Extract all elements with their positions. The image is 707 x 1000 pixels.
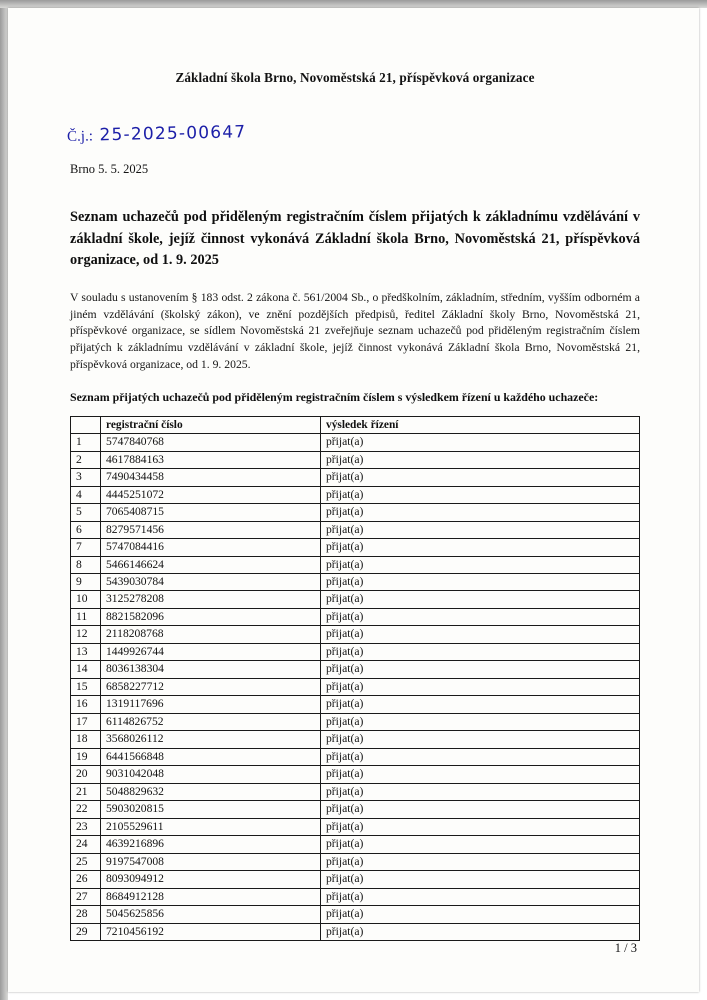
page-number: 1 / 3 [614, 941, 637, 955]
table-row [71, 643, 640, 660]
table-cell-index: 19 [71, 748, 101, 765]
table-row [71, 504, 640, 521]
table-cell-index: 10 [71, 591, 101, 608]
table-cell-registration-number: 5903020815 [101, 801, 321, 818]
table-body [71, 434, 640, 941]
table-cell-index: 3 [71, 469, 101, 486]
table-cell-registration-number: 7490434458 [101, 469, 321, 486]
page-title: Seznam uchazečů pod přiděleným registračním číslem přijatých k základnímu vzdělávání v základní škole, jejíž činnost vykonává Základní škola Brno, Novoměstská 21, příspěvková organizace, od 1. 9. 2025 [70, 209, 640, 269]
table-cell-index: 21 [71, 783, 101, 800]
table-cell-result: přijat(a) [321, 556, 640, 573]
table-cell-result: přijat(a) [321, 836, 640, 853]
table-cell-index: 23 [71, 818, 101, 835]
table-cell-registration-number: 8036138304 [101, 661, 321, 678]
table-row [71, 731, 640, 748]
table-cell-result: přijat(a) [321, 783, 640, 800]
table-cell-index: 18 [71, 731, 101, 748]
table-cell-registration-number: 5439030784 [101, 573, 321, 590]
table-cell-index: 2 [71, 451, 101, 468]
table-row [71, 748, 640, 765]
table-cell-registration-number: 4639216896 [101, 836, 321, 853]
table-cell-registration-number: 1319117696 [101, 696, 321, 713]
table-row [71, 469, 640, 486]
table-row [71, 451, 640, 468]
table-cell-index: 13 [71, 643, 101, 660]
table-cell-result: přijat(a) [321, 451, 640, 468]
table-cell-registration-number: 8821582096 [101, 608, 321, 625]
applicants-table [70, 416, 640, 941]
table-cell-result: přijat(a) [321, 591, 640, 608]
table-row [71, 766, 640, 783]
reference-number-value: 25-2025-00647 [99, 122, 247, 146]
table-cell-index: 6 [71, 521, 101, 538]
table-cell-index: 29 [71, 923, 101, 940]
table-cell-result: přijat(a) [321, 504, 640, 521]
table-cell-registration-number: 3125278208 [101, 591, 321, 608]
table-cell-index: 14 [71, 661, 101, 678]
reference-number-line [67, 114, 640, 146]
table-cell-result: přijat(a) [321, 678, 640, 695]
table-head [71, 416, 640, 433]
table-cell-registration-number: 3568026112 [101, 731, 321, 748]
table-cell-registration-number: 6858227712 [101, 678, 321, 695]
table-cell-result: přijat(a) [321, 573, 640, 590]
table-cell-result: přijat(a) [321, 853, 640, 870]
table-row [71, 713, 640, 730]
table-cell-result: přijat(a) [321, 486, 640, 503]
table-cell-registration-number: 8279571456 [101, 521, 321, 538]
table-row [71, 626, 640, 643]
table-caption: Seznam přijatých uchazečů pod přiděleným registračním číslem s výsledkem řízení u každého uchazeče: [70, 390, 599, 405]
table-cell-index: 11 [71, 608, 101, 625]
table-cell-result: přijat(a) [321, 626, 640, 643]
table-row [71, 906, 640, 923]
table-row [71, 591, 640, 608]
table-cell-registration-number: 8684912128 [101, 888, 321, 905]
table-cell-index: 1 [71, 434, 101, 451]
school-header: Základní škola Brno, Novoměstská 21, příspěvková organizace [175, 70, 535, 85]
table-cell-registration-number: 5045625856 [101, 906, 321, 923]
table-cell-index: 26 [71, 871, 101, 888]
table-cell-index: 20 [71, 766, 101, 783]
table-row [71, 888, 640, 905]
table-cell-registration-number: 4617884163 [101, 451, 321, 468]
table-cell-index: 24 [71, 836, 101, 853]
table-cell-registration-number: 1449926744 [101, 643, 321, 660]
table-row [71, 573, 640, 590]
table-header-index [71, 416, 101, 433]
place-and-date: Brno 5. 5. 2025 [70, 162, 149, 176]
table-cell-result: přijat(a) [321, 469, 640, 486]
table-cell-index: 7 [71, 539, 101, 556]
table-cell-result: přijat(a) [321, 801, 640, 818]
table-cell-index: 5 [71, 504, 101, 521]
table-cell-result: přijat(a) [321, 766, 640, 783]
table-cell-registration-number: 5466146624 [101, 556, 321, 573]
table-cell-result: přijat(a) [321, 643, 640, 660]
table-cell-registration-number: 5048829632 [101, 783, 321, 800]
table-row [71, 853, 640, 870]
table-cell-index: 15 [71, 678, 101, 695]
table-cell-index: 25 [71, 853, 101, 870]
table-cell-index: 27 [71, 888, 101, 905]
table-cell-registration-number: 5747840768 [101, 434, 321, 451]
table-row [71, 801, 640, 818]
table-cell-result: přijat(a) [321, 434, 640, 451]
table-row [71, 696, 640, 713]
table-row [71, 608, 640, 625]
table-cell-index: 9 [71, 573, 101, 590]
table-row [71, 783, 640, 800]
table-cell-index: 22 [71, 801, 101, 818]
table-header-row [71, 416, 640, 433]
table-cell-result: přijat(a) [321, 661, 640, 678]
paper-sheet [8, 8, 699, 992]
table-cell-result: přijat(a) [321, 696, 640, 713]
reference-number-label: Č.j.: [66, 128, 94, 145]
table-row [71, 661, 640, 678]
table-cell-result: přijat(a) [321, 748, 640, 765]
table-cell-index: 4 [71, 486, 101, 503]
table-cell-registration-number: 9031042048 [101, 766, 321, 783]
table-row [71, 434, 640, 451]
table-cell-registration-number: 9197547008 [101, 853, 321, 870]
table-cell-registration-number: 4445251072 [101, 486, 321, 503]
table-cell-registration-number: 7065408715 [101, 504, 321, 521]
table-cell-result: přijat(a) [321, 818, 640, 835]
document-content [66, 70, 640, 941]
table-row [71, 678, 640, 695]
table-cell-result: přijat(a) [321, 923, 640, 940]
table-cell-index: 17 [71, 713, 101, 730]
table-cell-registration-number: 5747084416 [101, 539, 321, 556]
table-cell-result: přijat(a) [321, 871, 640, 888]
table-row [71, 836, 640, 853]
table-row [71, 539, 640, 556]
table-cell-result: přijat(a) [321, 608, 640, 625]
table-cell-index: 16 [71, 696, 101, 713]
table-cell-registration-number: 2118208768 [101, 626, 321, 643]
page-edge-shadow-left [0, 0, 8, 1000]
table-cell-index: 28 [71, 906, 101, 923]
table-row [71, 871, 640, 888]
page-edge-shadow-top [0, 0, 707, 8]
table-cell-result: přijat(a) [321, 906, 640, 923]
legal-paragraph: V souladu s ustanovením § 183 odst. 2 zákona č. 561/2004 Sb., o předškolním, základním, středním, vyšším odborném a jiném vzdělávání (školský zákon), ve znění pozdějších předpisů, ředitel Základní školy Brno, Novoměstská 21, příspěvkové organizace, se sídlem Novoměstská 21 zveřejňuje seznam uchazečů pod přiděleným registračním číslem přijatých k základnímu vzdělávání v základní škole, jejíž činnost vykonává Základní škola Brno, Novoměstská 21, příspěvková organizace, od 1. 9. 2025. [70, 291, 640, 371]
table-cell-registration-number: 8093094912 [101, 871, 321, 888]
table-cell-index: 8 [71, 556, 101, 573]
table-cell-index: 12 [71, 626, 101, 643]
table-cell-result: přijat(a) [321, 521, 640, 538]
table-cell-result: přijat(a) [321, 539, 640, 556]
table-header-registration-number: registrační číslo [101, 416, 321, 433]
table-cell-registration-number: 2105529611 [101, 818, 321, 835]
table-cell-result: přijat(a) [321, 888, 640, 905]
table-row [71, 486, 640, 503]
table-cell-registration-number: 7210456192 [101, 923, 321, 940]
table-cell-result: přijat(a) [321, 731, 640, 748]
table-cell-result: přijat(a) [321, 713, 640, 730]
table-row [71, 923, 640, 940]
table-row [71, 818, 640, 835]
table-cell-registration-number: 6441566848 [101, 748, 321, 765]
table-header-result: výsledek řízení [321, 416, 640, 433]
table-row [71, 556, 640, 573]
table-cell-registration-number: 6114826752 [101, 713, 321, 730]
table-row [71, 521, 640, 538]
